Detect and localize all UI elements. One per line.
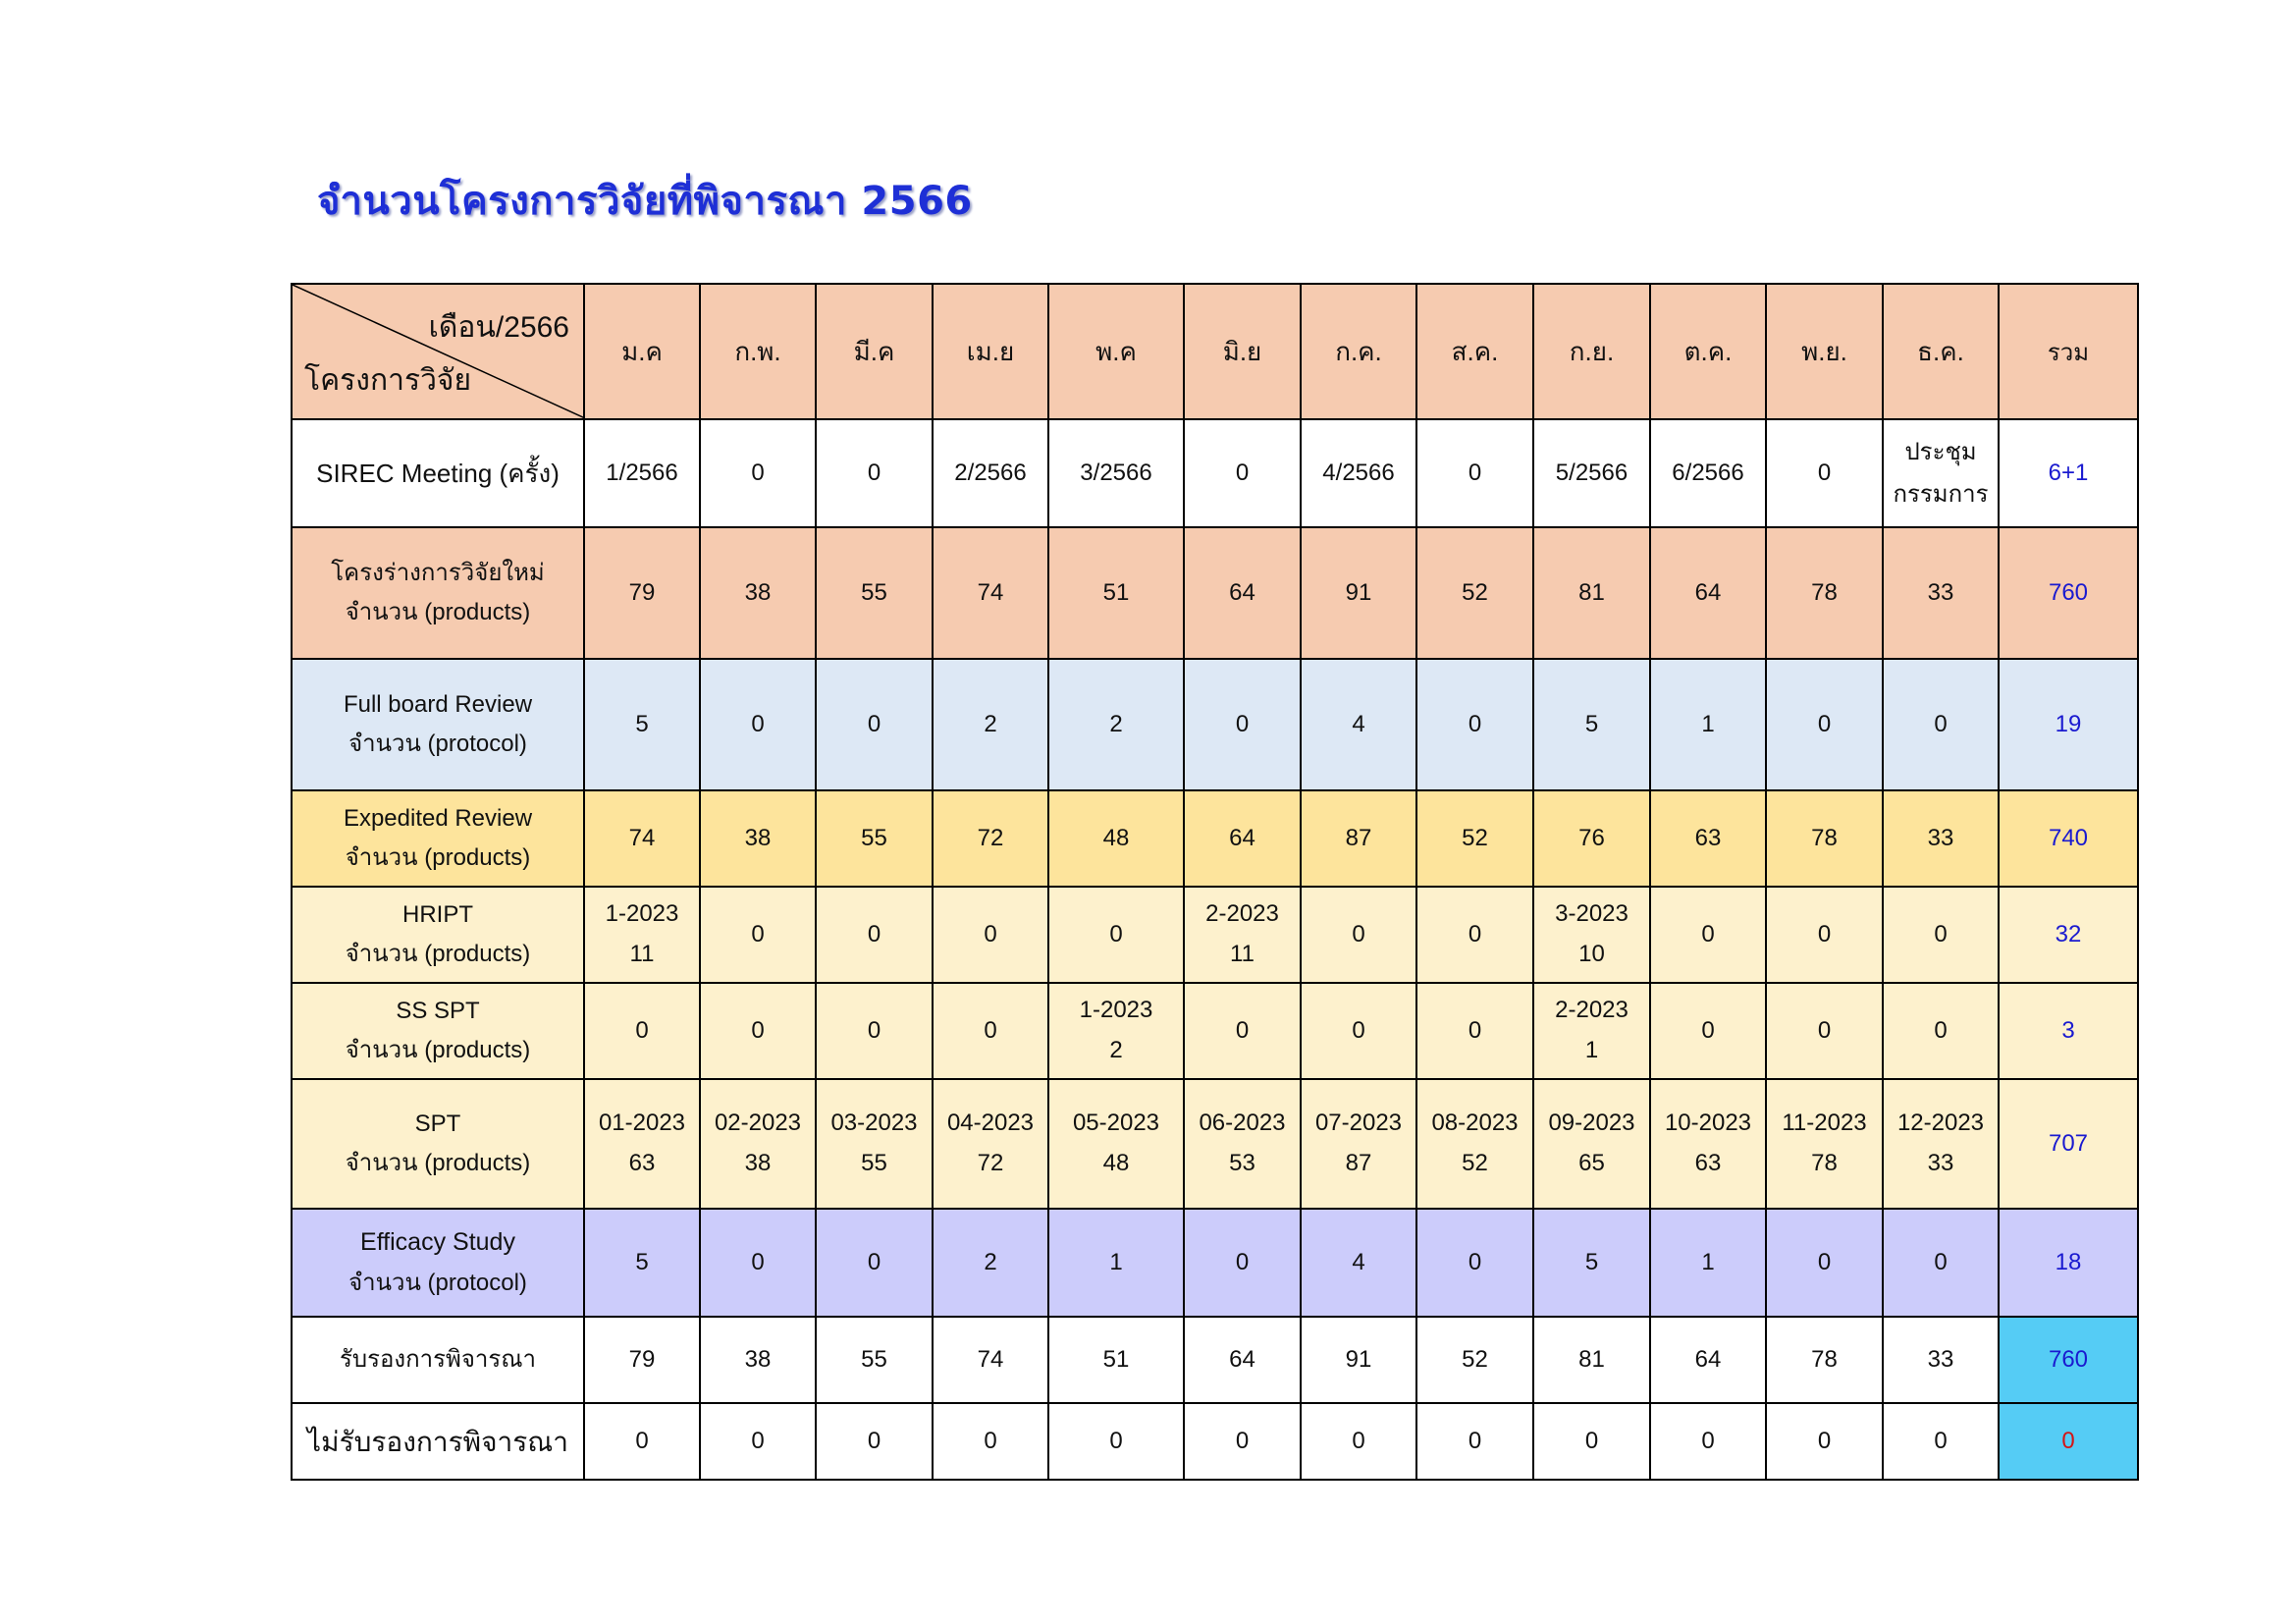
- row-label-text: Expedited Review: [343, 805, 533, 832]
- corner-header-cell: [292, 284, 584, 419]
- value-cell: 0: [1048, 1403, 1184, 1480]
- value-cell: 79: [584, 527, 700, 659]
- value-cell: 78: [1766, 790, 1883, 887]
- value-cell: 72: [933, 790, 1048, 887]
- value-line: 33: [1927, 1150, 1954, 1176]
- value-cell: 0: [816, 983, 933, 1079]
- value-cell: 79: [584, 1317, 700, 1403]
- value-cell: [1184, 887, 1301, 983]
- value-line: 11: [1230, 941, 1255, 967]
- row-unit-label: จำนวน (products): [345, 1150, 531, 1176]
- month-header: ม.ค: [584, 284, 700, 419]
- value-cell: 1: [1650, 659, 1766, 790]
- value-cell: 91: [1301, 1317, 1416, 1403]
- month-header: มี.ค: [816, 284, 933, 419]
- row-label: [292, 1403, 584, 1480]
- value-line: 1: [1584, 1037, 1599, 1063]
- value-cell: 5/2566: [1533, 419, 1650, 527]
- row-unit-label: จำนวน (products): [345, 844, 531, 871]
- value-cell: [1416, 1079, 1533, 1209]
- value-cell: 33: [1883, 790, 1999, 887]
- value-cell: 74: [933, 1317, 1048, 1403]
- row-unit-label: จำนวน (products): [345, 599, 531, 625]
- value-cell: 0: [1650, 1403, 1766, 1480]
- value-line: 65: [1578, 1150, 1605, 1176]
- value-cell: 0: [1184, 659, 1301, 790]
- value-cell: [1766, 1079, 1883, 1209]
- value-cell: [1533, 1079, 1650, 1209]
- value-line: กรรมการ: [1893, 481, 1989, 508]
- month-header: ก.ย.: [1533, 284, 1650, 419]
- value-cell: 0: [1883, 983, 1999, 1079]
- row-label: [292, 790, 584, 887]
- month-header: ธ.ค.: [1883, 284, 1999, 419]
- value-cell: 91: [1301, 527, 1416, 659]
- value-cell: 4/2566: [1301, 419, 1416, 527]
- value-cell: 1: [1650, 1209, 1766, 1317]
- month-header: มิ.ย: [1184, 284, 1301, 419]
- value-line: 02-2023: [714, 1110, 802, 1137]
- value-cell: 0: [1416, 659, 1533, 790]
- corner-project-label: โครงการวิจัย: [304, 364, 472, 397]
- value-line: 53: [1229, 1150, 1255, 1176]
- value-cell: 0: [700, 419, 816, 527]
- value-cell: [1650, 1079, 1766, 1209]
- value-cell: 0: [1766, 983, 1883, 1079]
- value-cell: [700, 1079, 816, 1209]
- value-cell: 0: [1650, 983, 1766, 1079]
- value-cell: 0: [1766, 1209, 1883, 1317]
- value-line: 10: [1578, 941, 1605, 967]
- value-cell: 52: [1416, 790, 1533, 887]
- value-cell: 0: [1533, 1403, 1650, 1480]
- row-label-text: SIREC Meeting (ครั้ง): [316, 458, 560, 488]
- value-cell: 81: [1533, 1317, 1650, 1403]
- value-line: 07-2023: [1314, 1110, 1403, 1137]
- row-total: 32: [1999, 887, 2138, 983]
- month-header: พ.ย.: [1766, 284, 1883, 419]
- row-label: [292, 527, 584, 659]
- value-cell: 5: [1533, 659, 1650, 790]
- row-unit-label: จำนวน (protocol): [348, 731, 527, 757]
- row-label: [292, 1209, 584, 1317]
- value-cell: [1184, 1079, 1301, 1209]
- row-unit-label: จำนวน (protocol): [348, 1269, 527, 1296]
- value-line: 38: [744, 1150, 772, 1176]
- new-proposal-row: [292, 527, 2138, 659]
- value-line: 52: [1462, 1150, 1488, 1176]
- corner-month-label: เดือน/2566: [428, 311, 569, 344]
- value-cell: 0: [933, 887, 1048, 983]
- value-cell: 0: [1416, 1403, 1533, 1480]
- value-cell: [1533, 983, 1650, 1079]
- value-line: 87: [1345, 1150, 1372, 1176]
- efficacy-row: [292, 1209, 2138, 1317]
- value-line: 1-2023: [1079, 997, 1153, 1024]
- row-label-text: SS SPT: [396, 998, 480, 1024]
- value-cell: 78: [1766, 527, 1883, 659]
- value-cell: 2: [1048, 659, 1184, 790]
- value-cell: 48: [1048, 790, 1184, 887]
- row-total: 6+1: [1999, 419, 2138, 527]
- value-cell: 52: [1416, 1317, 1533, 1403]
- value-cell: [933, 1079, 1048, 1209]
- value-cell: 0: [700, 1209, 816, 1317]
- value-cell: 64: [1184, 1317, 1301, 1403]
- value-cell: 0: [1883, 1403, 1999, 1480]
- value-cell: [1883, 419, 1999, 527]
- value-line: 2-2023: [1205, 900, 1279, 928]
- row-total: 19: [1999, 659, 2138, 790]
- value-cell: 64: [1184, 527, 1301, 659]
- value-cell: 0: [1048, 887, 1184, 983]
- value-cell: 55: [816, 1317, 933, 1403]
- page-title: จำนวนโครงการวิจัยที่พิจารณา 2566: [317, 179, 973, 224]
- research-count-table: [291, 283, 2139, 1481]
- value-cell: 0: [933, 1403, 1048, 1480]
- value-line: 2: [1109, 1037, 1123, 1063]
- value-cell: 76: [1533, 790, 1650, 887]
- value-cell: 6/2566: [1650, 419, 1766, 527]
- value-cell: 0: [1650, 887, 1766, 983]
- row-label: [292, 1317, 584, 1403]
- value-line: 05-2023: [1072, 1110, 1160, 1137]
- value-cell: 2: [933, 1209, 1048, 1317]
- value-cell: 0: [816, 419, 933, 527]
- value-cell: [816, 1079, 933, 1209]
- value-cell: 0: [1301, 983, 1416, 1079]
- value-cell: 38: [700, 1317, 816, 1403]
- value-cell: 0: [816, 887, 933, 983]
- value-cell: 0: [700, 659, 816, 790]
- value-cell: 0: [1883, 659, 1999, 790]
- value-cell: 33: [1883, 1317, 1999, 1403]
- value-cell: 64: [1650, 1317, 1766, 1403]
- value-cell: 0: [1416, 1209, 1533, 1317]
- value-cell: 3/2566: [1048, 419, 1184, 527]
- value-cell: 0: [1416, 419, 1533, 527]
- value-line: 03-2023: [830, 1110, 918, 1137]
- value-line: 04-2023: [946, 1110, 1035, 1137]
- row-total: 760: [1999, 1317, 2138, 1403]
- value-cell: 63: [1650, 790, 1766, 887]
- row-total: 740: [1999, 790, 2138, 887]
- header-row: [292, 284, 2138, 419]
- expedited-row: [292, 790, 2138, 887]
- value-cell: 0: [1301, 1403, 1416, 1480]
- value-line: 63: [1694, 1150, 1722, 1176]
- value-cell: 0: [584, 983, 700, 1079]
- month-header: เม.ย: [933, 284, 1048, 419]
- row-label-text: HRIPT: [402, 901, 473, 928]
- row-total: 760: [1999, 527, 2138, 659]
- month-header: ส.ค.: [1416, 284, 1533, 419]
- value-cell: 0: [933, 983, 1048, 1079]
- row-label: [292, 1079, 584, 1209]
- value-cell: 74: [584, 790, 700, 887]
- row-label: [292, 419, 584, 527]
- value-line: 48: [1102, 1150, 1130, 1176]
- value-cell: 0: [1883, 1209, 1999, 1317]
- value-line: 08-2023: [1431, 1110, 1519, 1137]
- value-cell: [584, 1079, 700, 1209]
- value-line: 72: [977, 1150, 1004, 1176]
- row-unit-label: จำนวน (products): [345, 1037, 531, 1063]
- total-header: รวม: [1999, 284, 2138, 419]
- row-label-text: SPT: [414, 1110, 461, 1137]
- month-header: ต.ค.: [1650, 284, 1766, 419]
- value-cell: 74: [933, 527, 1048, 659]
- value-cell: 4: [1301, 1209, 1416, 1317]
- row-unit-label: จำนวน (products): [345, 941, 531, 967]
- ss-spt-row: [292, 983, 2138, 1079]
- month-header: ก.ค.: [1301, 284, 1416, 419]
- value-line: 3-2023: [1555, 900, 1629, 928]
- value-cell: 0: [700, 983, 816, 1079]
- value-cell: 51: [1048, 1317, 1184, 1403]
- value-cell: 0: [1184, 983, 1301, 1079]
- value-cell: 0: [816, 1209, 933, 1317]
- value-cell: 2: [933, 659, 1048, 790]
- value-cell: 0: [1416, 887, 1533, 983]
- value-line: 63: [628, 1150, 656, 1176]
- value-cell: [1048, 983, 1184, 1079]
- value-line: 09-2023: [1548, 1110, 1635, 1137]
- row-label-text: Efficacy Study: [360, 1228, 515, 1257]
- row-total: 3: [1999, 983, 2138, 1079]
- value-line: 12-2023: [1896, 1110, 1985, 1137]
- row-label: [292, 659, 584, 790]
- value-cell: 0: [1416, 983, 1533, 1079]
- value-line: 11-2023: [1782, 1110, 1867, 1137]
- value-line: 1-2023: [605, 900, 679, 928]
- value-cell: [1301, 1079, 1416, 1209]
- value-cell: 0: [1301, 887, 1416, 983]
- value-cell: 0: [1883, 887, 1999, 983]
- value-cell: 0: [700, 887, 816, 983]
- row-label-text: ไม่รับรองการพิจารณา: [307, 1426, 568, 1457]
- value-cell: 51: [1048, 527, 1184, 659]
- value-cell: 52: [1416, 527, 1533, 659]
- value-cell: 5: [584, 659, 700, 790]
- value-cell: 0: [1766, 659, 1883, 790]
- value-cell: 0: [1766, 1403, 1883, 1480]
- row-total: 0: [1999, 1403, 2138, 1480]
- sirec-meeting-row: [292, 419, 2138, 527]
- value-cell: 55: [816, 527, 933, 659]
- value-cell: 1: [1048, 1209, 1184, 1317]
- value-line: ประชุม: [1904, 438, 1977, 465]
- row-total: 707: [1999, 1079, 2138, 1209]
- value-line: 06-2023: [1199, 1110, 1286, 1137]
- value-cell: 2/2566: [933, 419, 1048, 527]
- full-board-row: [292, 659, 2138, 790]
- value-line: 01-2023: [598, 1110, 686, 1137]
- value-cell: [1883, 1079, 1999, 1209]
- value-cell: 5: [1533, 1209, 1650, 1317]
- month-header: ก.พ.: [700, 284, 816, 419]
- approved-row: [292, 1317, 2138, 1403]
- value-cell: 0: [816, 659, 933, 790]
- value-cell: 87: [1301, 790, 1416, 887]
- value-cell: [1533, 887, 1650, 983]
- value-cell: 0: [816, 1403, 933, 1480]
- value-cell: 38: [700, 527, 816, 659]
- value-cell: 64: [1650, 527, 1766, 659]
- month-header: พ.ค: [1048, 284, 1184, 419]
- value-cell: 0: [700, 1403, 816, 1480]
- value-cell: 0: [1184, 1209, 1301, 1317]
- value-cell: 81: [1533, 527, 1650, 659]
- value-cell: 38: [700, 790, 816, 887]
- value-cell: 0: [584, 1403, 700, 1480]
- value-cell: 64: [1184, 790, 1301, 887]
- spt-row: [292, 1079, 2138, 1209]
- value-cell: 0: [1184, 419, 1301, 527]
- row-label: [292, 887, 584, 983]
- not-approved-row: [292, 1403, 2138, 1480]
- value-line: 78: [1811, 1150, 1838, 1176]
- value-cell: 4: [1301, 659, 1416, 790]
- value-line: 11: [629, 941, 655, 967]
- value-cell: 0: [1184, 1403, 1301, 1480]
- row-total: 18: [1999, 1209, 2138, 1317]
- value-cell: 33: [1883, 527, 1999, 659]
- row-label-text: รับรองการพิจารณา: [339, 1346, 537, 1373]
- value-cell: [1048, 1079, 1184, 1209]
- value-cell: [584, 887, 700, 983]
- row-label-text: โครงร่างการวิจัยใหม่: [331, 560, 545, 586]
- value-cell: 0: [1766, 419, 1883, 527]
- value-cell: 0: [1766, 887, 1883, 983]
- hript-row: [292, 887, 2138, 983]
- row-label: [292, 983, 584, 1079]
- row-label-text: Full board Review: [343, 691, 533, 718]
- value-cell: 78: [1766, 1317, 1883, 1403]
- value-line: 10-2023: [1664, 1110, 1752, 1137]
- value-cell: 55: [816, 790, 933, 887]
- value-line: 2-2023: [1555, 997, 1629, 1024]
- value-cell: 5: [584, 1209, 700, 1317]
- value-line: 55: [861, 1150, 887, 1176]
- value-cell: 1/2566: [584, 419, 700, 527]
